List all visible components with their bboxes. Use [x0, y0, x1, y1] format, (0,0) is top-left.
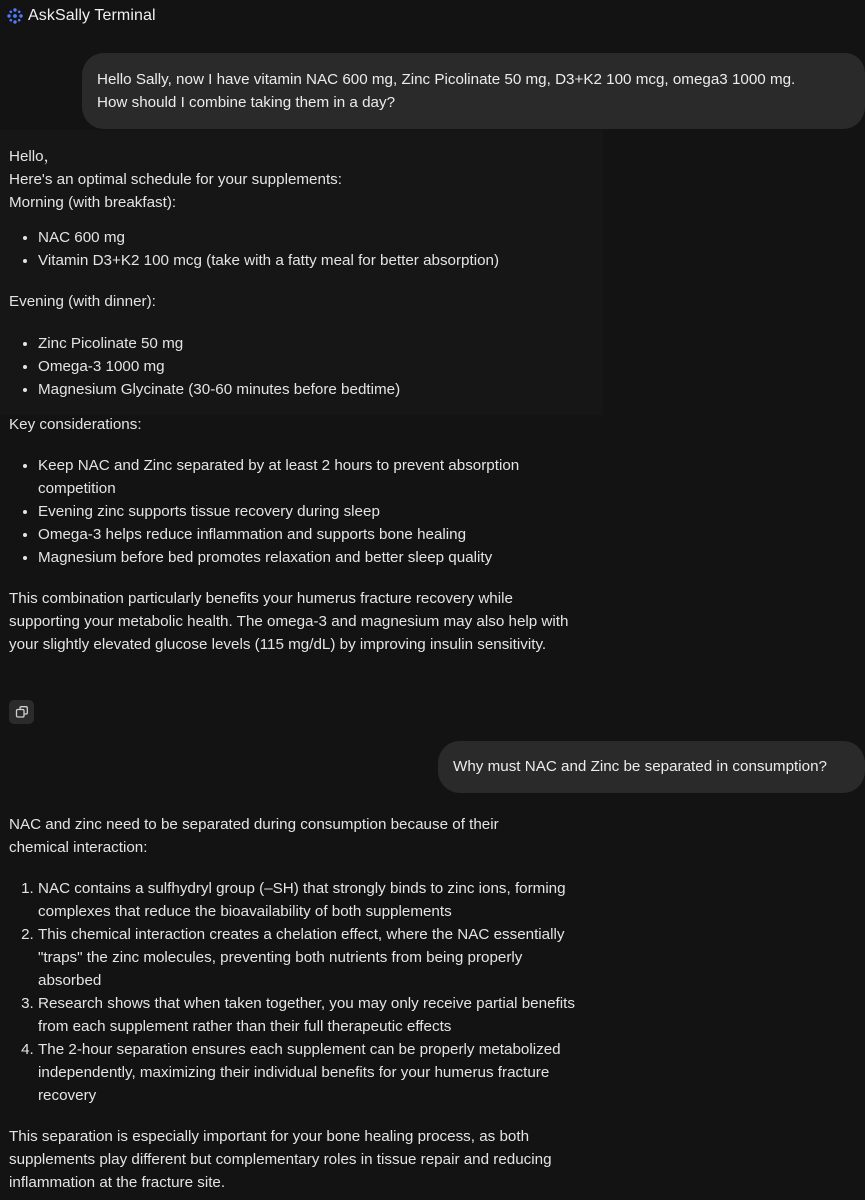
- reply-closing: This combination particularly benefits your humerus fracture recovery while supporting your metabolic health. The omega-3 and magnesium may also help with your slightly elevated glucose levels (115 mg/dL) by improving insulin sensitivity.: [9, 590, 569, 653]
- list-item: • Omega-3 1000 mg: [38, 355, 609, 378]
- reply-greeting: Hello，: [9, 148, 59, 165]
- user-message: [438, 741, 865, 793]
- reason-list: [9, 877, 588, 1107]
- list-item: • Magnesium before bed promotes relaxation and better sleep quality: [38, 546, 588, 569]
- list-item: 2. This chemical interaction creates a chelation effect, where the NAC essentially "traps" the zinc molecules, preventing both nutrients from being properly absorbed: [38, 923, 588, 992]
- evening-heading: Evening (with dinner):: [9, 293, 156, 310]
- reply-intro: NAC and zinc need to be separated during consumption because of their chemical interaction:: [9, 816, 499, 856]
- key-heading: Key considerations:: [9, 416, 142, 433]
- list-item: • Evening zinc supports tissue recovery during sleep: [38, 500, 588, 523]
- app-title: AskSally Terminal: [28, 7, 156, 24]
- list-item: • Keep NAC and Zinc separated by at least 2 hours to prevent absorption competition: [38, 454, 588, 500]
- copy-icon: [15, 705, 29, 719]
- morning-heading: Morning (with breakfast):: [9, 194, 177, 211]
- morning-list: [9, 226, 609, 272]
- user-message: [82, 53, 865, 129]
- copy-button[interactable]: [9, 700, 34, 724]
- list-item: • Zinc Picolinate 50 mg: [38, 332, 609, 355]
- list-item: • Omega-3 helps reduce inflammation and supports bone healing: [38, 523, 588, 546]
- list-item: • NAC 600 mg: [38, 226, 609, 249]
- user-message-text: Why must NAC and Zinc be separated in consumption?: [453, 758, 827, 775]
- assistant-reply: [9, 813, 589, 1194]
- evening-list: [9, 332, 609, 401]
- user-message-line: Hello Sally, now I have vitamin NAC 600 mg, Zinc Picolinate 50 mg, D3+K2 100 mcg, omega3 1000 mg.: [97, 71, 796, 88]
- assistant-reply: [9, 145, 609, 656]
- reply-closing: This separation is especially important for your bone healing process, as both supplements play different but complementary roles in tissue repair and reducing inflammation at the fracture site.: [9, 1128, 552, 1191]
- reply-intro: Here's an optimal schedule for your supplements:: [9, 171, 342, 188]
- list-item: 4. The 2-hour separation ensures each supplement can be properly metabolized independently, maximizing their individual benefits for your humerus fracture recovery: [38, 1038, 588, 1107]
- sparkle-cluster-icon: [6, 7, 24, 25]
- list-item: • Magnesium Glycinate (30-60 minutes before bedtime): [38, 378, 609, 401]
- app-header: [6, 5, 156, 27]
- list-item: • Vitamin D3+K2 100 mcg (take with a fatty meal for better absorption): [38, 249, 609, 272]
- list-item: 1. NAC contains a sulfhydryl group (–SH) that strongly binds to zinc ions, forming complexes that reduce the bioavailability of both supplements: [38, 877, 588, 923]
- list-item: 3. Research shows that when taken together, you may only receive partial benefits from each supplement rather than their full therapeutic effects: [38, 992, 588, 1038]
- key-list: [9, 454, 588, 569]
- user-message-line: How should I combine taking them in a day?: [97, 94, 396, 111]
